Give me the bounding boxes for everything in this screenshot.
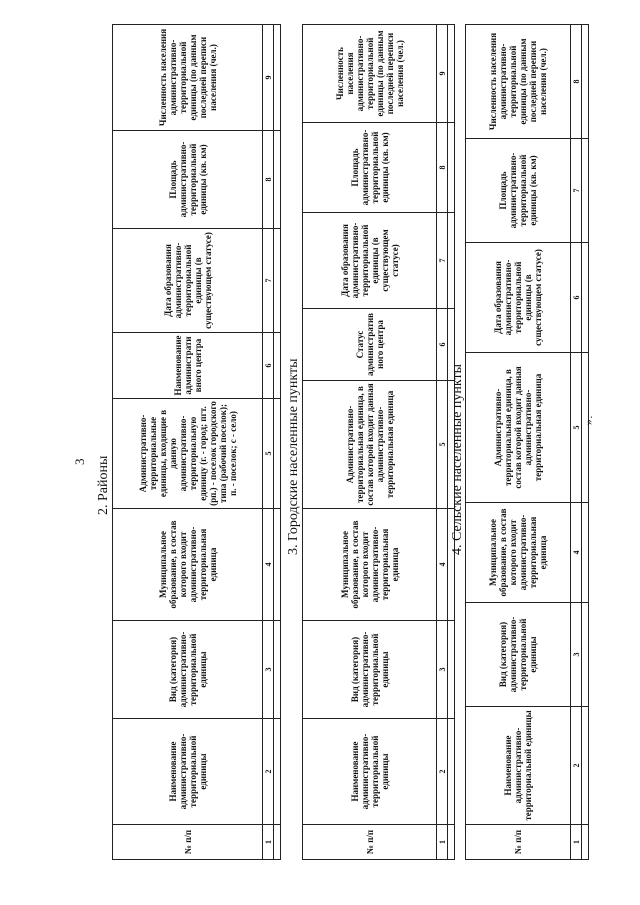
column-number: 5: [263, 399, 274, 509]
column-number: 1: [571, 825, 582, 860]
header-cell: Наименование административно-территориальной единицы: [466, 707, 571, 825]
column-number: 5: [571, 353, 582, 503]
header-cell: Вид (категория) административно-территориальной единицы: [303, 621, 437, 719]
section-title-districts: 2. Районы: [96, 455, 111, 515]
header-cell: Наименование административно-территориальной единицы: [303, 719, 437, 825]
header-cell: Площадь административно-территориальной единицы (кв. км): [466, 139, 571, 243]
urban-settlements-table: [302, 24, 455, 860]
header-cell: Площадь административно-территориальной единицы (кв. км): [113, 131, 263, 229]
header-cell: Численность населения административно-территориальной единицы (по данным последней переписи населения (чел.): [303, 25, 437, 123]
closing-quote-mark: ».: [583, 414, 595, 425]
column-number: 2: [571, 707, 582, 825]
column-number: 7: [571, 139, 582, 243]
column-number: 3: [437, 621, 448, 719]
empty-row: [582, 25, 589, 860]
header-cell: № п/п: [466, 825, 571, 860]
column-number: 2: [263, 719, 274, 825]
header-cell: Муниципальное образование, в состав которого входит административно-территориальная единица: [303, 509, 437, 621]
header-cell: Наименование административно-территориальной единицы: [113, 719, 263, 825]
header-row: [113, 25, 263, 860]
column-number: 5: [437, 381, 448, 509]
header-cell: Муниципальное образование, в состав которого входит административно-территориальная единица: [466, 503, 571, 603]
column-number: 8: [263, 131, 274, 229]
header-cell: Административно-территориальные единицы, входящие в данную административно-территориальную единицу (г. - город; пгт. (рп.) - поселок городского типа (рабочий поселок); п. - поселок; с - село): [113, 399, 263, 509]
header-cell: Административно-территориальная единица, в состав которой входит данная административно-территориальная единица: [466, 353, 571, 503]
column-number: 4: [263, 509, 274, 621]
section-title-rural: 4. Сельские населенные пункты: [450, 363, 465, 555]
header-cell: Вид (категория) административно-территориальной единицы: [466, 603, 571, 707]
districts-table: [112, 24, 281, 860]
header-cell: Площадь административно-территориальной единицы (кв. км): [303, 123, 437, 213]
column-number: 3: [571, 603, 582, 707]
header-cell: Вид (категория) административно-территориальной единицы: [113, 621, 263, 719]
column-number-row: [437, 25, 448, 860]
header-cell: Дата образования административно-территориальной единицы (в существующем статусе): [466, 243, 571, 353]
page-number: 3: [72, 458, 87, 465]
column-number: 9: [263, 25, 274, 131]
section-title-urban: 3. Городские населенные пункты: [286, 358, 301, 555]
header-cell: Административно-территориальная единица, в состав которой входит данная административно-территориальная единица: [303, 381, 437, 509]
column-number: 1: [263, 825, 274, 860]
header-cell: Численность населения административно-территориальной единицы (по данным последней переписи населения (чел.): [113, 25, 263, 131]
header-cell: № п/п: [113, 825, 263, 860]
header-cell: Дата образования административно-территориальной единицы (в существующем статусе): [303, 213, 437, 309]
column-number: 8: [571, 25, 582, 139]
column-number: 1: [437, 825, 448, 860]
rural-settlements-table: [465, 24, 589, 860]
column-number: 9: [437, 25, 448, 123]
header-cell: Наименование административного центра: [113, 333, 263, 399]
column-number-row: [263, 25, 274, 860]
column-number: 4: [571, 503, 582, 603]
empty-row: [274, 25, 281, 860]
header-cell: № п/п: [303, 825, 437, 860]
column-number: 7: [263, 229, 274, 333]
header-row: [303, 25, 437, 860]
header-cell: Статус административного центра: [303, 309, 437, 381]
column-number: 4: [437, 509, 448, 621]
column-number-row: [571, 25, 582, 860]
header-cell: Дата образования административно-территориальной единицы (в существующем статусе): [113, 229, 263, 333]
column-number: 6: [571, 243, 582, 353]
column-number: 8: [437, 123, 448, 213]
column-number: 6: [263, 333, 274, 399]
column-number: 2: [437, 719, 448, 825]
column-number: 7: [437, 213, 448, 309]
header-row: [466, 25, 571, 860]
column-number: 6: [437, 309, 448, 381]
header-cell: Муниципальное образование, в состав которого входит административно-территориальная единица: [113, 509, 263, 621]
column-number: 3: [263, 621, 274, 719]
header-cell: Численность населения административно-территориальной единицы (по данным последней переписи населения (чел.): [466, 25, 571, 139]
